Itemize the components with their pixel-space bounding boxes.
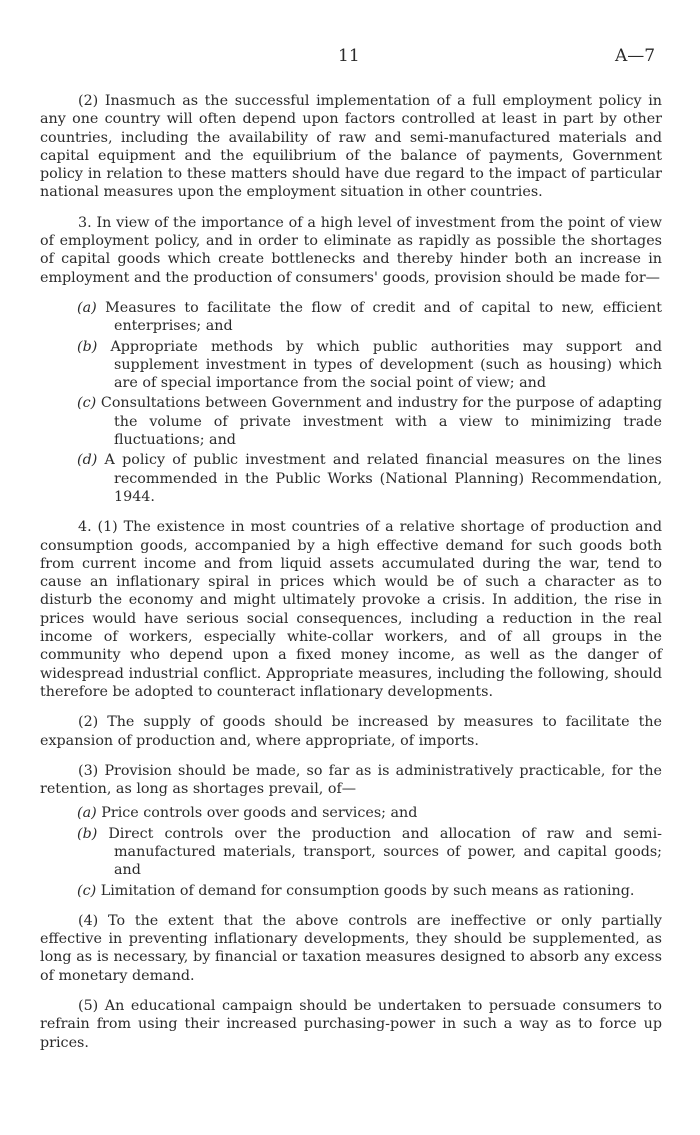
list-item-label: (b) <box>77 825 98 842</box>
list-item-label: (a) <box>77 805 97 822</box>
list-item-label: (c) <box>77 395 97 412</box>
list-item <box>40 451 662 506</box>
enumerated-list <box>40 804 662 899</box>
list-item-label: (d) <box>77 452 98 469</box>
paragraph: (2) The supply of goods should be increased by measures to facilitate the expansion of production and, where appropriate, of imports. <box>40 714 662 749</box>
paragraph: 3. In view of the importance of a high level of investment from the point of view of employment policy, and in order to eliminate as rapidly as possible the shortages of capital goods which create bottlenecks and thereby hinder both an increase in employment and the production of consumers' goods, provision should be made for— <box>40 214 662 286</box>
list-item-label: (a) <box>77 299 97 316</box>
page-number: 11 <box>338 46 360 66</box>
list-item <box>40 882 662 900</box>
list-item <box>40 804 662 822</box>
list-item-text: Consultations between Government and industry for the purpose of adapting the volume of private investment with a view to minimizing trade fluctuations; and <box>100 395 662 449</box>
paragraph: (2) Inasmuch as the successful implementation of a full employment policy in any one country will often depend upon factors controlled at least in part by other countries, including the availability of raw and semi-manufactured materials and capital equipment and the equilibrium of the balance of payments, Government policy in relation to these matters should have due regard to the impact of particular national measures upon the employment situation in other countries. <box>40 93 662 201</box>
list-item-text: Measures to facilitate the flow of credit and of capital to new, efficient enterprises; and <box>105 299 663 335</box>
list-item <box>40 825 662 880</box>
list-item-text: Direct controls over the production and allocation of raw and semi-manufactured materials, transport, sources of power, and capital goods; and <box>108 825 662 879</box>
paragraph: (5) An educational campaign should be undertaken to persuade consumers to refrain from using their increased purchasing-power in such a way as to force up prices. <box>40 998 662 1051</box>
document-body <box>40 92 662 1064</box>
list-item-text: Limitation of demand for consumption goods by such means as rationing. <box>100 882 635 899</box>
paragraph: 4. (1) The existence in most countries of a relative shortage of production and consumption goods, accompanied by a high effective demand for such goods both from current income and from liquid assets accumulated during the war, tend to cause an inflationary spiral in prices which would be of such a character as to disturb the economy and might ultimately provoke a crisis. In addition, the rise in prices would have serious social consequences, including a reduction in the real income of workers, especially white-collar workers, and of all groups in the community who depend upon a fixed money income, as well as the danger of widespread industrial conflict. Appropriate measures, including the following, should therefore be adopted to counteract inflationary developments. <box>40 519 662 700</box>
list-item-text: A policy of public investment and related financial measures on the lines recommended in the Public Works (National Planning) Recommendation, 1944. <box>104 452 662 505</box>
paragraph: (4) To the extent that the above controls are ineffective or only partially effective in preventing inflationary developments, they should be supplemented, as long as is necessary, by financial or taxation measures designed to absorb any excess of monetary demand. <box>40 912 662 984</box>
enumerated-list <box>40 299 662 506</box>
list-item <box>40 394 662 449</box>
paragraph: (3) Provision should be made, so far as is administratively practicable, for the retention, as long as shortages prevail, of— <box>40 762 662 798</box>
list-item <box>40 338 662 393</box>
list-item-label: (c) <box>77 882 97 899</box>
list-item <box>40 299 662 336</box>
list-item-label: (b) <box>77 338 98 355</box>
page-reference: A—7 <box>615 46 656 66</box>
list-item-text: Price controls over goods and services; and <box>101 805 418 822</box>
list-item-text: Appropriate methods by which public authorities may support and supplement investment in types of development (such as housing) which are of special importance from the social point of view; and <box>110 338 662 392</box>
